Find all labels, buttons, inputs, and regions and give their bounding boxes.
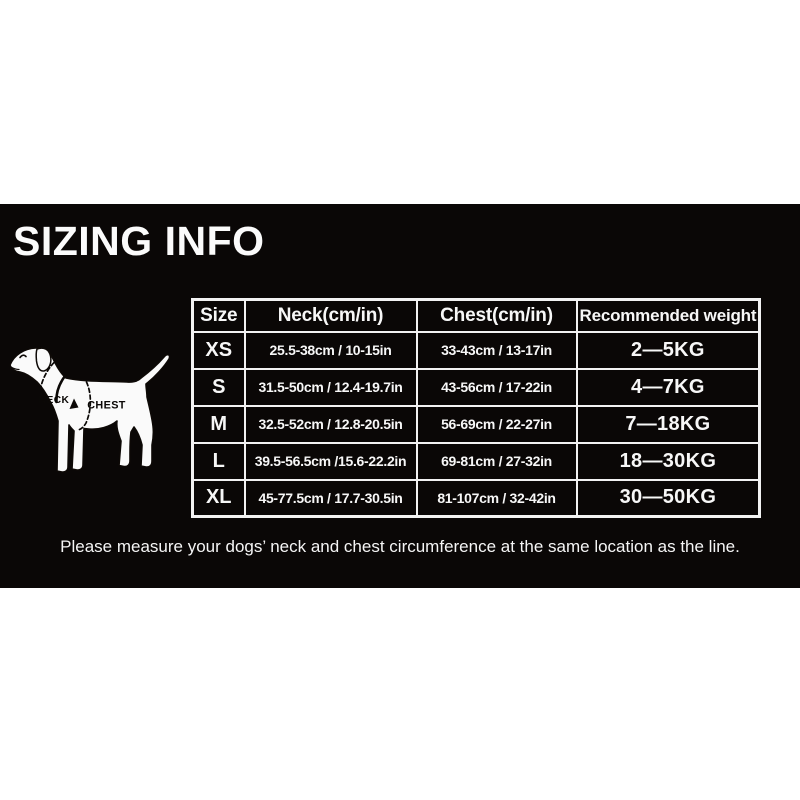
cell-weight: 18—30KG <box>577 443 760 480</box>
cell-weight: 30—50KG <box>577 480 760 517</box>
dog-measurement-diagram <box>6 341 178 477</box>
cell-weight: 7—18KG <box>577 406 760 443</box>
cell-size: XS <box>193 332 245 369</box>
col-header-size: Size <box>193 300 245 332</box>
col-header-neck: Neck(cm/in) <box>245 300 417 332</box>
table-row <box>193 443 760 480</box>
cell-chest: 43-56cm / 17-22in <box>417 369 577 406</box>
cell-weight: 2—5KG <box>577 332 760 369</box>
size-table-body <box>193 332 760 517</box>
cell-size: XL <box>193 480 245 517</box>
cell-size: M <box>193 406 245 443</box>
cell-neck: 31.5-50cm / 12.4-19.7in <box>245 369 417 406</box>
cell-neck: 25.5-38cm / 10-15in <box>245 332 417 369</box>
table-row <box>193 406 760 443</box>
dog-ear <box>36 348 51 371</box>
table-row <box>193 332 760 369</box>
cell-weight: 4—7KG <box>577 369 760 406</box>
cell-chest: 56-69cm / 22-27in <box>417 406 577 443</box>
cell-chest: 69-81cm / 27-32in <box>417 443 577 480</box>
table-row <box>193 369 760 406</box>
col-header-weight: Recommended weight <box>577 300 760 332</box>
measurement-note: Please measure your dogs’ neck and chest circumference at the same location as the line. <box>60 537 740 556</box>
table-row <box>193 480 760 517</box>
col-header-chest: Chest(cm/in) <box>417 300 577 332</box>
page-title: SIZING INFO <box>13 218 265 264</box>
cell-size: S <box>193 369 245 406</box>
cell-chest: 81-107cm / 32-42in <box>417 480 577 517</box>
cell-chest: 33-43cm / 13-17in <box>417 332 577 369</box>
chest-label: CHEST <box>87 399 126 412</box>
table-header-row <box>193 300 760 332</box>
cell-neck: 39.5-56.5cm /15.6-22.2in <box>245 443 417 480</box>
neck-label: NECK <box>38 395 70 406</box>
cell-size: L <box>193 443 245 480</box>
size-table <box>191 298 761 518</box>
cell-neck: 32.5-52cm / 12.8-20.5in <box>245 406 417 443</box>
sizing-info-panel <box>0 204 800 588</box>
cell-neck: 45-77.5cm / 17.7-30.5in <box>245 480 417 517</box>
